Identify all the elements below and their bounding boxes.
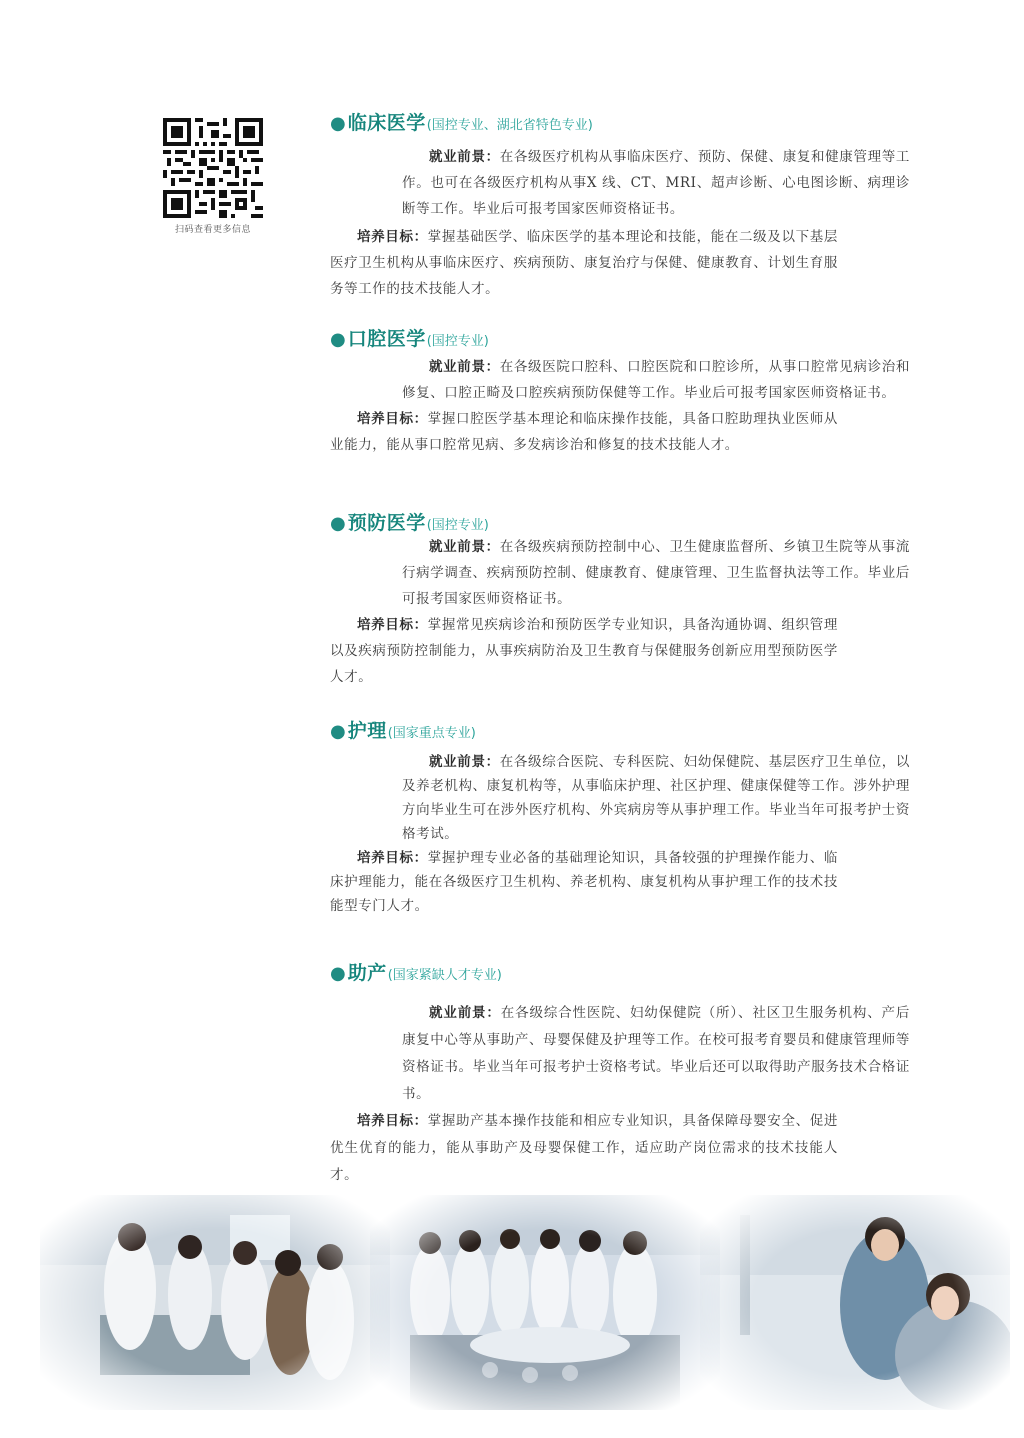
dental-care-photo — [700, 1195, 1010, 1410]
goal-label: 培养目标： — [357, 411, 428, 427]
goal-text: 掌握口腔医学基本理论和临床操作技能，具备口腔助理执业医师从业能力，能从事口腔常见病、多发病诊治和修复的技术技能人才。 — [330, 411, 839, 453]
major-tag: (国控专业) — [426, 518, 489, 533]
section-preventive-medicine — [330, 508, 910, 690]
major-name: 预防医学 — [347, 512, 426, 534]
employment-text: 在各级医院口腔科、口腔医院和口腔诊所，从事口腔常见病诊治和修复、口腔正畸及口腔疾病预防保健等工作。毕业后可报考国家医师资格证书。 — [402, 359, 911, 401]
major-tag: (国家紧缺人才专业) — [387, 968, 502, 983]
section-title — [330, 108, 910, 132]
major-name: 临床医学 — [347, 112, 426, 134]
goal-text: 掌握助产基本操作技能和相应专业知识，具备保障母婴安全、促进优生优育的能力，能从事助产及母婴保健工作，适应助产岗位需求的技术技能人才。 — [330, 1113, 839, 1183]
section-nursing — [330, 716, 910, 918]
employment-text: 在各级疾病预防控制中心、卫生健康监督所、乡镇卫生院等从事流行病学调查、疾病预防控制、健康教育、健康管理、卫生监督执法等工作。毕业后可报考国家医师资格证书。 — [402, 539, 911, 607]
employment-label: 就业前景： — [429, 1005, 501, 1021]
goal-text: 掌握常见疾病诊治和预防医学专业知识，具备沟通协调、组织管理以及疾病预防控制能力，从事疾病防治及卫生教育与保健服务创新应用型预防医学人才。 — [330, 617, 839, 685]
photo-strip — [40, 1195, 1010, 1410]
major-tag: (国控专业) — [426, 334, 489, 349]
major-tag: (国家重点专业) — [387, 726, 476, 741]
major-name: 口腔医学 — [347, 328, 426, 350]
section-title — [330, 324, 910, 348]
section-clinical-medicine — [330, 108, 910, 302]
employment-prospect — [402, 144, 910, 222]
employment-prospect — [402, 354, 910, 406]
qr-caption: 扫码查看更多信息 — [174, 225, 251, 235]
nursing-practice-photo — [40, 1195, 390, 1410]
major-name: 助产 — [347, 962, 387, 984]
bullet-icon: ● — [330, 963, 346, 984]
section-stomatology — [330, 324, 910, 458]
qr-code-icon[interactable] — [163, 118, 263, 218]
employment-prospect — [402, 534, 910, 612]
bullet-icon: ● — [330, 113, 346, 134]
goal-label: 培养目标： — [357, 850, 428, 866]
employment-prospect — [402, 750, 910, 846]
bullet-icon: ● — [330, 329, 346, 350]
employment-text: 在各级综合性医院、妇幼保健院（所）、社区卫生服务机构、产后康复中心等从事助产、母婴保健及护理等工作。在校可报考育婴员和健康管理师等资格证书。毕业当年可报考护士资格考试。毕业后还可以取得助产服务技术合格证书。 — [402, 1005, 910, 1102]
goal-text: 掌握基础医学、临床医学的基本理论和技能，能在二级及以下基层医疗卫生机构从事临床医疗、疾病预防、康复治疗与保健、健康教育、计划生育服务等工作的技术技能人才。 — [330, 229, 839, 297]
employment-label: 就业前景： — [429, 149, 500, 165]
goal-label: 培养目标： — [357, 617, 428, 633]
major-tag: (国控专业、湖北省特色专业) — [426, 118, 593, 133]
bullet-icon: ● — [330, 721, 346, 742]
goal-label: 培养目标： — [357, 229, 428, 245]
qr-code-block — [158, 118, 268, 235]
training-goal — [330, 846, 838, 918]
employment-label: 就业前景： — [429, 754, 500, 770]
employment-label: 就业前景： — [429, 539, 500, 555]
section-midwifery — [330, 958, 910, 1189]
major-name: 护理 — [347, 720, 387, 742]
anatomy-lab-photo — [370, 1195, 720, 1410]
goal-text: 掌握护理专业必备的基础理论知识，具备较强的护理操作能力、临床护理能力，能在各级医疗卫生机构、养老机构、康复机构从事护理工作的技术技能型专门人才。 — [330, 850, 839, 914]
bullet-icon: ● — [330, 513, 346, 534]
goal-label: 培养目标： — [357, 1113, 428, 1129]
section-title — [330, 716, 910, 740]
employment-text: 在各级综合医院、专科医院、妇幼保健院、基层医疗卫生单位，以及养老机构、康复机构等，从事临床护理、社区护理、健康保健等工作。涉外护理方向毕业生可在涉外医疗机构、外宾病房等从事护理工作。毕业当年可报考护士资格考试。 — [402, 754, 911, 842]
employment-text: 在各级医疗机构从事临床医疗、预防、保健、康复和健康管理等工作。也可在各级医疗机构从事X 线、CT、MRI、超声诊断、心电图诊断、病理诊断等工作。毕业后可报考国家医师资格证书。 — [402, 149, 911, 217]
training-goal — [330, 406, 838, 458]
section-title — [330, 958, 910, 982]
training-goal — [330, 1108, 838, 1189]
training-goal — [330, 224, 838, 302]
employment-prospect — [402, 1000, 910, 1108]
training-goal — [330, 612, 838, 690]
employment-label: 就业前景： — [429, 359, 500, 375]
section-title — [330, 508, 910, 532]
